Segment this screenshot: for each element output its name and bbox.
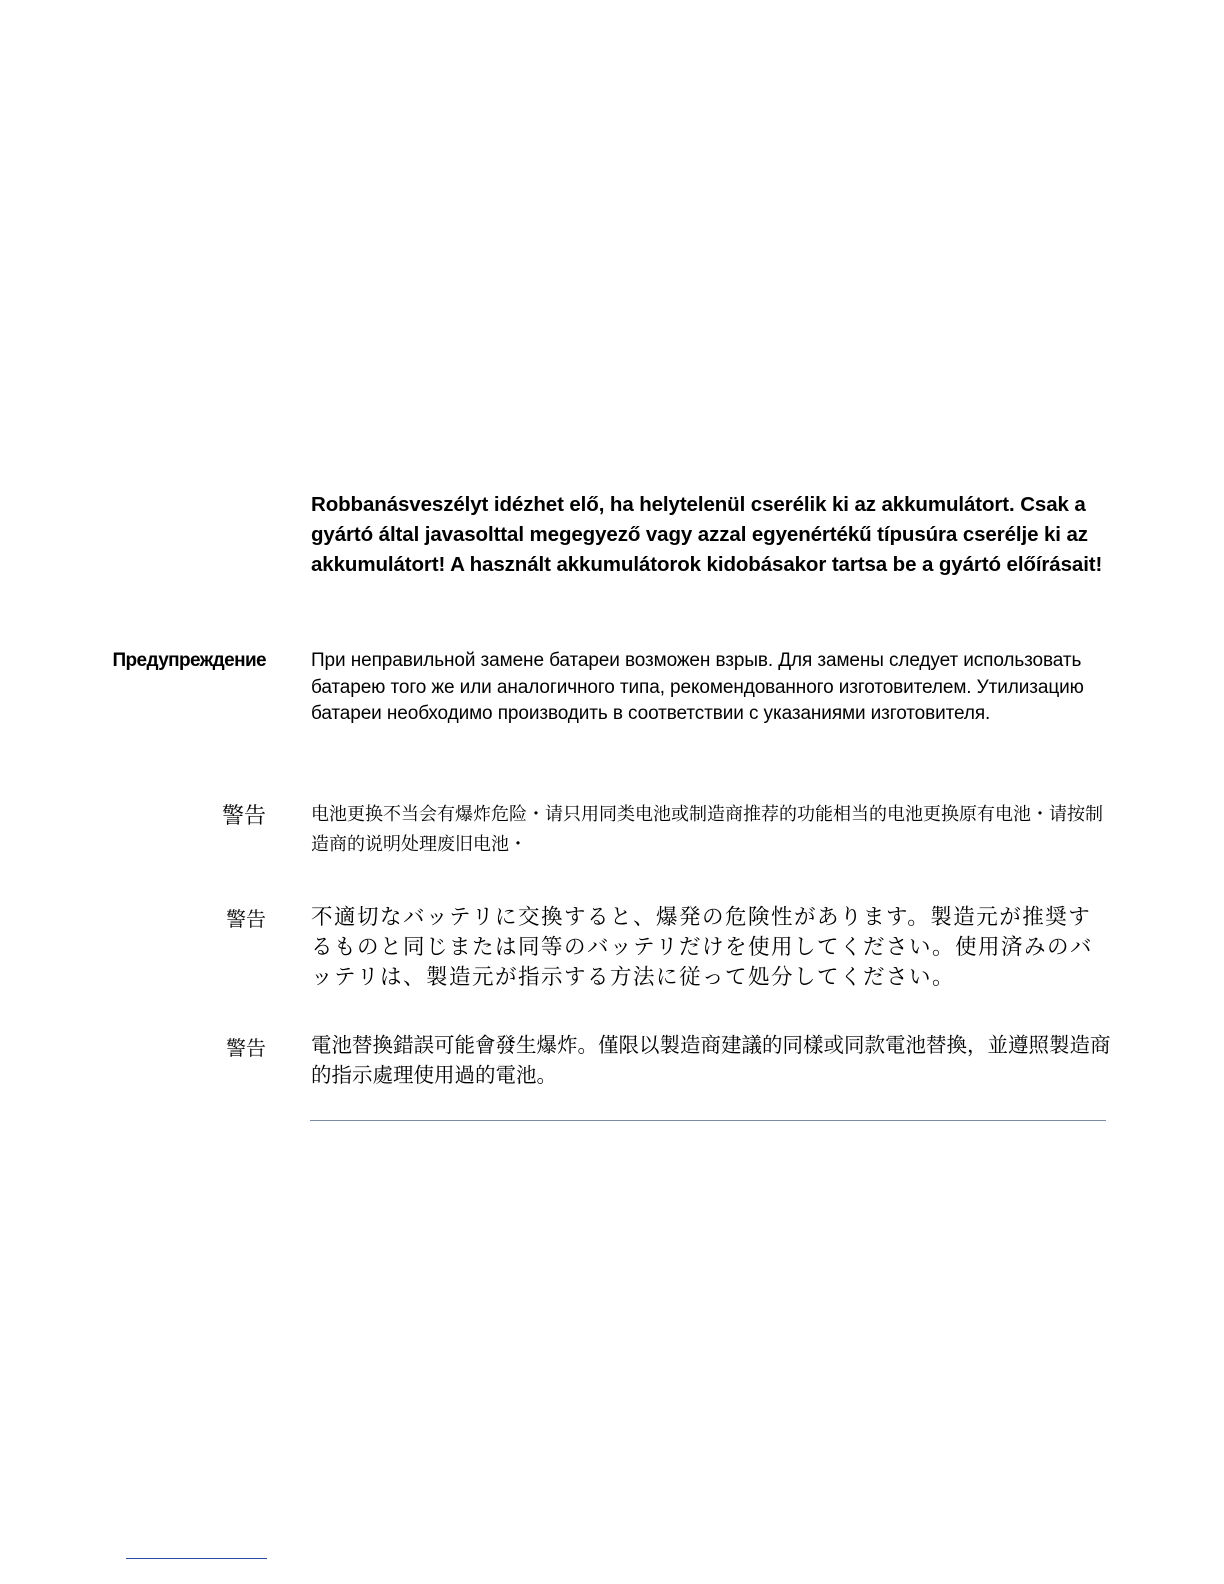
section-divider bbox=[310, 1120, 1106, 1121]
warning-text-russian: При неправильной замене батареи возможен взрыв. Для замены следует использовать батарею того же или аналогичного типа, рекомендованного изготовителем. Утилизацию батареи необходимо производить в соответствии с указаниями изготовителя. bbox=[311, 650, 1084, 724]
warning-text-japanese: 不適切なバッテリに交換すると、爆発の危険性があります。製造元が推奨するものと同じまたは同等のバッテリだけを使用してください。使用済みのバッテリは、製造元が指示する方法に従って処分してください。 bbox=[311, 905, 1094, 989]
footer-divider bbox=[126, 1558, 267, 1559]
warning-label-japanese: 警告 bbox=[226, 909, 266, 931]
warning-text-chinese-traditional: 電池替換錯誤可能會發生爆炸。僅限以製造商建議的同樣或同款電池替換，並遵照製造商的指示處理使用過的電池。 bbox=[311, 1034, 1111, 1087]
warning-label-chinese-traditional: 警告 bbox=[226, 1038, 266, 1060]
warning-label-russian: Предупреждение bbox=[112, 650, 266, 671]
warning-text-chinese-simplified: 电池更换不当会有爆炸危险・请只用同类电池或制造商推荐的功能相当的电池更换原有电池・请按制造商的说明处理废旧电池・ bbox=[311, 804, 1103, 854]
warning-text-hungarian: Robbanásveszélyt idézhet elő, ha helytelenül cserélik ki az akkumulátort. Csak a gyártó által javasolttal megegyező vagy azzal egyenértékű típusúra cserélje ki az akkumulátort! A használt akkumulátorok kidobásakor tartsa be a gyártó előírásait! bbox=[311, 493, 1103, 576]
warning-label-chinese-simplified: 警告 bbox=[221, 803, 266, 828]
